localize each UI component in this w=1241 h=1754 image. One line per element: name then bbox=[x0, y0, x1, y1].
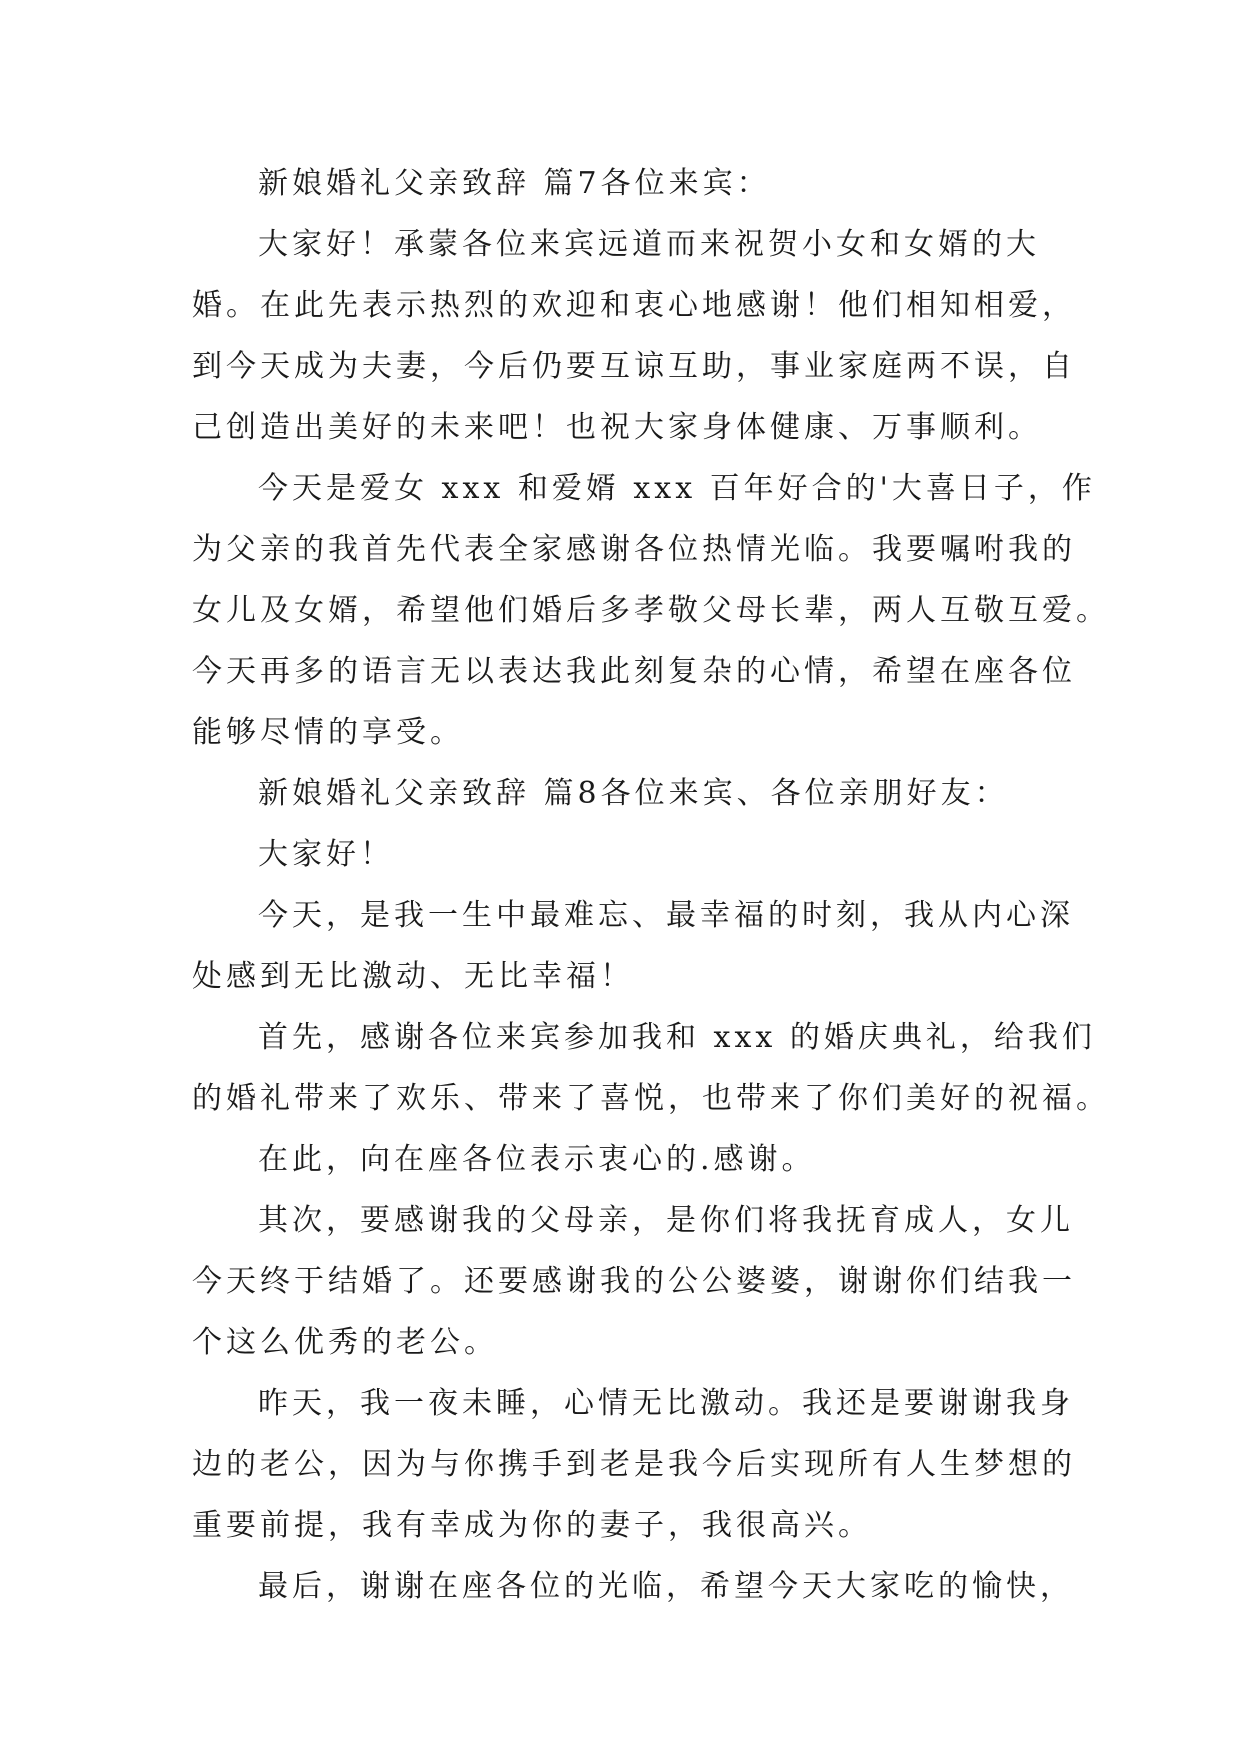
paragraph-line: 女儿及女婿，希望他们婚后多孝敬父母长辈，两人互敬互爱。 bbox=[192, 593, 1110, 628]
section-7-heading: 新娘婚礼父亲致辞 篇7各位来宾： bbox=[258, 166, 771, 201]
section-8-heading: 新娘婚礼父亲致辞 篇8各位来宾、各位亲朋好友： bbox=[258, 776, 1009, 811]
paragraph-line: 大家好！承蒙各位来宾远道而来祝贺小女和女婿的大 bbox=[258, 227, 1040, 262]
paragraph-line: 处感到无比激动、无比幸福！ bbox=[192, 959, 634, 994]
paragraph-line: 今天再多的语言无以表达我此刻复杂的心情，希望在座各位 bbox=[192, 654, 1076, 689]
paragraph-line: 边的老公，因为与你携手到老是我今后实现所有人生梦想的 bbox=[192, 1447, 1076, 1482]
paragraph-line: 最后，谢谢在座各位的光临，希望今天大家吃的愉快， bbox=[258, 1569, 1074, 1604]
paragraph-line: 到今天成为夫妻，今后仍要互谅互助，事业家庭两不误，自 bbox=[192, 349, 1076, 384]
paragraph-line: 的婚礼带来了欢乐、带来了喜悦，也带来了你们美好的祝福。 bbox=[192, 1081, 1110, 1116]
paragraph-line: 首先，感谢各位来宾参加我和 xxx 的婚庆典礼，给我们 bbox=[258, 1020, 1096, 1055]
paragraph-line: 今天，是我一生中最难忘、最幸福的时刻，我从内心深 bbox=[258, 898, 1074, 933]
paragraph-line: 其次，要感谢我的父母亲，是你们将我抚育成人，女儿 bbox=[258, 1203, 1074, 1238]
paragraph-line: 今天终于结婚了。还要感谢我的公公婆婆，谢谢你们结我一 bbox=[192, 1264, 1076, 1299]
paragraph-line: 婚。在此先表示热烈的欢迎和衷心地感谢！他们相知相爱， bbox=[192, 288, 1076, 323]
paragraph-line: 个这么优秀的老公。 bbox=[192, 1325, 498, 1360]
paragraph-line: 己创造出美好的未来吧！也祝大家身体健康、万事顺利。 bbox=[192, 410, 1042, 445]
paragraph-line: 今天是爱女 xxx 和爱婿 xxx 百年好合的'大喜日子，作 bbox=[258, 471, 1096, 506]
paragraph-line: 重要前提，我有幸成为你的妻子，我很高兴。 bbox=[192, 1508, 872, 1543]
paragraph-line: 大家好！ bbox=[258, 837, 394, 872]
paragraph-line: 为父亲的我首先代表全家感谢各位热情光临。我要嘱咐我的 bbox=[192, 532, 1076, 567]
paragraph-line: 在此，向在座各位表示衷心的.感谢。 bbox=[258, 1142, 816, 1177]
paragraph-line: 昨天，我一夜未睡，心情无比激动。我还是要谢谢我身 bbox=[258, 1386, 1074, 1421]
paragraph-line: 能够尽情的享受。 bbox=[192, 715, 464, 750]
